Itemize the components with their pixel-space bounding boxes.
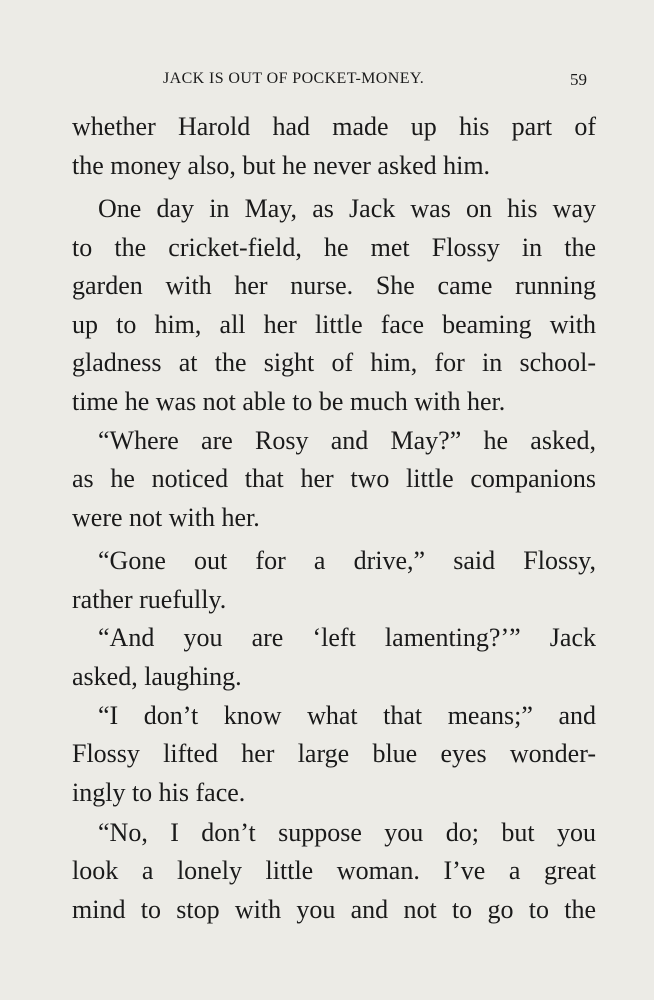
running-head — [0, 70, 654, 94]
text-line: “And you are ‘left lamenting?’” Jack — [98, 623, 596, 652]
text-line: Flossy lifted her large blue eyes wonder- — [72, 739, 596, 768]
text-line: to the cricket-field, he met Flossy in the — [72, 233, 596, 262]
running-title: JACK IS OUT OF POCKET-MONEY. — [163, 70, 425, 87]
text-line: rather ruefully. — [72, 585, 227, 614]
text-line: gladness at the sight of him, for in school- — [72, 348, 596, 377]
text-line: the money also, but he never asked him. — [72, 151, 491, 180]
text-line: “Where are Rosy and May?” he asked, — [98, 426, 596, 455]
text-line: were not with her. — [72, 503, 260, 532]
text-line: time he was not able to be much with her. — [72, 387, 506, 416]
text-line: asked, laughing. — [72, 662, 242, 691]
text-line: ingly to his face. — [72, 778, 246, 807]
text-line: garden with her nurse. She came running — [72, 271, 596, 300]
text-line: “Gone out for a drive,” said Flossy, — [98, 546, 596, 575]
text-line: “No, I don’t suppose you do; but you — [98, 818, 596, 847]
text-line: One day in May, as Jack was on his way — [98, 194, 596, 223]
text-line: look a lonely little woman. I’ve a great — [72, 856, 596, 885]
text-line: up to him, all her little face beaming with — [72, 310, 596, 339]
text-line: “I don’t know what that means;” and — [98, 701, 596, 730]
text-line: whether Harold had made up his part of — [72, 112, 596, 141]
text-line: mind to stop with you and not to go to the — [72, 895, 596, 924]
text-line: as he noticed that her two little companions — [72, 464, 596, 493]
page-number: 59 — [570, 70, 587, 89]
